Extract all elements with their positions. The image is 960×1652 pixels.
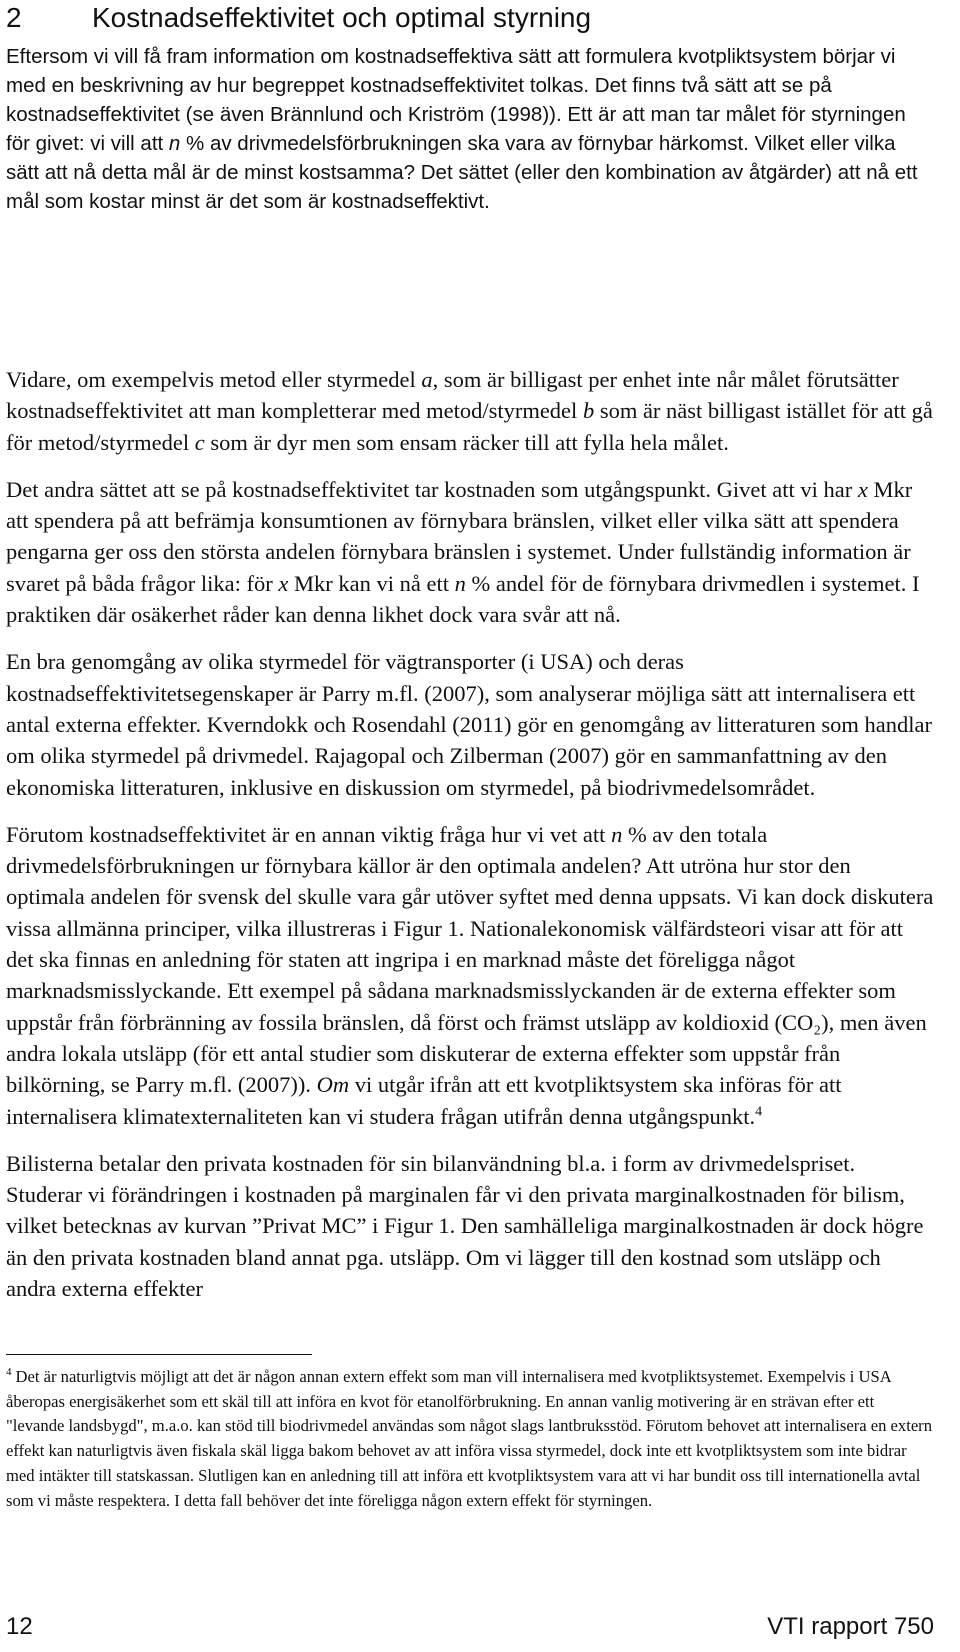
intro-text-1: Eftersom vi vill få fram information om kostnadseffektiva sätt att formulera kvotpliktsystem börjar vi med en beskrivning av hur begreppet kostnadseffektivitet tolkas. Det finns två sätt att se på kostnadseffektivitet (se även Brännlund och Kriström (1998)). Ett är att man tar målet för styrningen för givet: vi vill att bbox=[6, 45, 906, 155]
section-number: 2 bbox=[6, 2, 22, 33]
footnote bbox=[6, 1365, 934, 1513]
text-run: Mkr att spendera på att befrämja konsumtionen av förnybara bränslen, vilket eller vilka sätt att spendera pengarna ger oss den största andelen förnybara bränslen i systemet. Under fullständig information är svaret på båda frågor lika: för bbox=[6, 476, 913, 596]
variable-n: n bbox=[611, 821, 623, 847]
variable-n: n bbox=[168, 132, 181, 155]
text-run: % av den totala drivmedelsförbrukningen ur förnybara källor är den optimala andelen? Att utröna hur stor den optimala andelen för svensk del skulle vara går utöver syftet med denna uppsats. Vi kan dock diskutera vissa allmänna principer, vilka illustreras i Figur 1. Nationalekonomisk välfärdsteori visar att för att det ska finnas en anledning för staten att ingripa i en marknad måste det föreligga något marknadsmisslyckande. Ett exempel på sådana marknadsmisslyckanden är de externa effekter som uppstår från förbränning av fossila bränslen, då först och främst utsläpp av koldioxid (CO₂), men även andra lokala utsläpp (för ett antal studier som diskuterar de externa effekter som uppstår från bilkörning, se Parry m.fl. (2007)). bbox=[6, 821, 934, 1098]
text-run: Mkr kan vi nå ett bbox=[288, 570, 455, 596]
text-run: % andel för de förnybara drivmedlen i systemet. I praktiken där osäkerhet råder kan denna likhet dock vara svår att nå. bbox=[6, 570, 920, 628]
intro-paragraph bbox=[6, 42, 934, 216]
text-run: Förutom kostnadseffektivitet är en annan viktig fråga hur vi vet att bbox=[6, 821, 612, 847]
section-heading bbox=[6, 0, 591, 36]
body-text bbox=[6, 364, 934, 1320]
text-run: som är näst billigast istället för att gå för metod/styrmedel bbox=[6, 398, 933, 455]
text-run: vi utgår ifrån att ett kvotpliktsystem ska införas för att internalisera klimatexternaliteten kan vi studera frågan utifrån denna utgångspunkt. bbox=[6, 1072, 842, 1129]
variable-c: c bbox=[194, 429, 205, 455]
section-title: Kostnadseffektivitet och optimal styrning bbox=[92, 2, 592, 33]
paragraph-private-cost: Bilisterna betalar den privata kostnaden för sin bilanvändning bl.a. i form av drivmedelspriset. Studerar vi förändringen i kostnaden på marginalen får vi den privata marginalkostnaden för bilism, vilket betecknas av kurvan ”Privat MC” i Figur 1. Den samhälleliga marginalkostnaden är dock högre än den privata kostnaden bland annat pga. utsläpp. Om vi lägger till den kostnad som utsläpp och andra externa effekter bbox=[6, 1150, 924, 1302]
variable-x: x bbox=[278, 570, 289, 596]
paragraph-cost bbox=[6, 474, 934, 630]
variable-n: n bbox=[454, 570, 466, 596]
footnote-reference[interactable]: 4 bbox=[755, 1104, 763, 1120]
paragraph-optimal bbox=[6, 819, 934, 1132]
paragraph-literature: En bra genomgång av olika styrmedel för vägtransporter (i USA) och deras kostnadseffektivitetsegenskaper är Parry m.fl. (2007), som analyserar möjliga sätt att internalisera ett antal externa effekter. Kverndokk och Rosendahl (2011) gör en genomgång av litteraturen som handlar om olika styrmedel på drivmedel. Rajagopal och Zilberman (2007) gör en sammanfattning av den ekonomiska litteraturen, inklusive en diskussion om styrmedel, på biodrivmedelsområdet. bbox=[6, 649, 932, 800]
footnote-divider bbox=[6, 1354, 312, 1355]
text-run: Det andra sättet att se på kostnadseffektivitet tar kostnaden som utgångspunkt. Givet att vi har bbox=[6, 476, 858, 502]
intro-text-2: % av drivmedelsförbrukningen ska vara av förnybar härkomst. Vilket eller vilka sätt att nå detta mål är de minst kostsamma? Det sättet (eller den kombination av åtgärder) att nå ett mål som kostar minst är det som är kostnadseffektivt. bbox=[6, 132, 918, 213]
text-run: som är dyr men som ensam räcker till att fylla hela målet. bbox=[204, 429, 729, 455]
report-name: VTI rapport 750 bbox=[767, 1613, 934, 1640]
variable-a: a bbox=[421, 367, 433, 392]
variable-b: b bbox=[582, 398, 595, 424]
footnote-text: Det är naturligtvis möjligt att det är någon annan extern effekt som man vill internalisera med kvotpliktsystemet. Exempelvis i USA åberopas energisäkerhet som ett skäl till att införa en kvot för etanolförbrukning. En annan vanlig motivering är en strävan efter ett "levande landsbygd", m.a.o. kan stöd till biodrivmedel användas som något slags lantbruksstöd. Förutom behovet att internalisera en extern effekt kan naturligtvis även fiskala skäl ligga bakom behovet av att införa vissa styrmedel, dock inte ett kvotpliktsystem som inte bidrar med intäkter till statskassan. Slutligen kan en anledning till att införa ett kvotpliktsystem vara att vi har bundit oss till internationella avtal som vi måste respektera. I detta fall behöver det inte föreligga någon extern effekt för styrningen. bbox=[6, 1367, 933, 1510]
variable-x: x bbox=[857, 476, 868, 502]
page-number: 12 bbox=[6, 1613, 33, 1640]
emphasis-om: Om bbox=[316, 1072, 350, 1098]
text-run: Vidare, om exempelvis metod eller styrmedel bbox=[6, 367, 422, 392]
footnote-number: 4 bbox=[6, 1366, 12, 1379]
paragraph-method bbox=[6, 364, 934, 458]
text-run: , som är billigast per enhet inte når målet förutsätter kostnadseffektivitet att man kompletterar med metod/styrmedel bbox=[6, 367, 899, 424]
